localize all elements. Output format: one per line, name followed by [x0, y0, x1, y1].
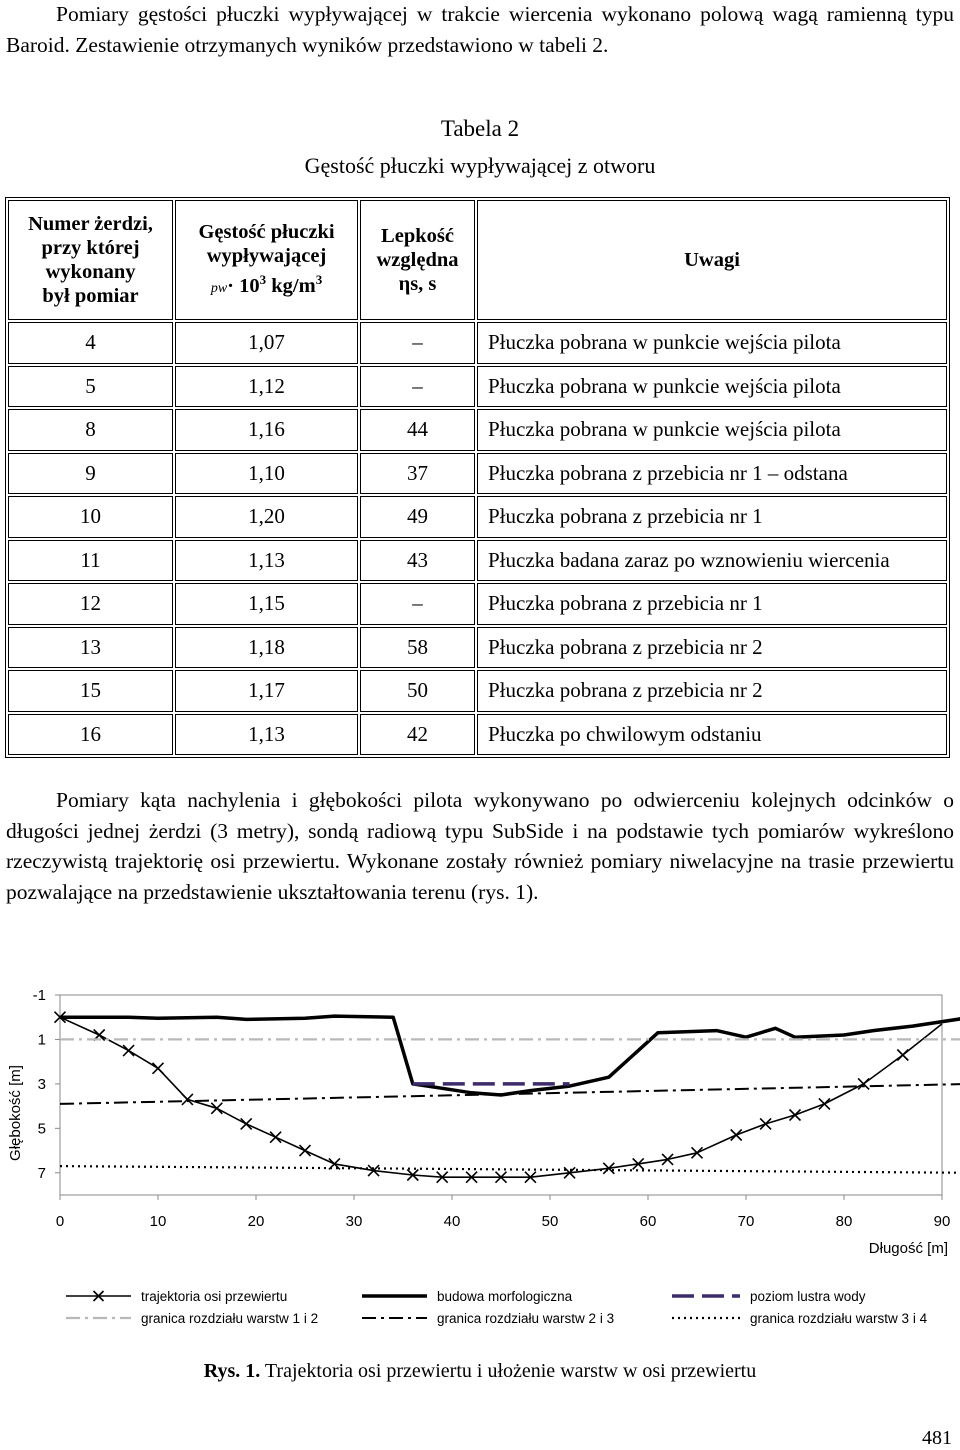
legend-label-1: trajektoria osi przewiertu [141, 1289, 288, 1304]
table-row [8, 714, 947, 756]
cell-rod-number: 4 [8, 322, 173, 364]
series-line-6 [60, 1166, 960, 1173]
cell-notes: Płuczka pobrana z przebicia nr 1 [477, 583, 947, 625]
cell-rod-number: 16 [8, 714, 173, 756]
cell-density: 1,17 [175, 670, 358, 712]
y-tick-label: 1 [37, 1031, 46, 1049]
cell-viscosity: – [360, 583, 475, 625]
legend-label-4: granica rozdziału warstw 1 i 2 [141, 1311, 319, 1326]
cell-viscosity: – [360, 366, 475, 408]
cell-viscosity: 37 [360, 453, 475, 495]
table-row [8, 627, 947, 669]
second-paragraph [6, 785, 954, 907]
x-tick-label: 10 [149, 1213, 167, 1230]
table-header-row [8, 200, 947, 320]
trajectory-chart [0, 975, 960, 1345]
x-axis-label: Długość [m] [868, 1240, 948, 1257]
cell-density: 1,16 [175, 409, 358, 451]
table-row [8, 670, 947, 712]
x-tick-label: 30 [345, 1213, 363, 1230]
table-row [8, 409, 947, 451]
x-tick-label: 70 [737, 1213, 755, 1230]
cell-viscosity: 42 [360, 714, 475, 756]
series-line-1 [60, 1017, 942, 1177]
legend-label-5: granica rozdziału warstw 2 i 3 [437, 1311, 615, 1326]
second-paragraph-text: Pomiary kąta nachylenia i głębokości pilota wykonywano po odwierceniu kolejnych odcinków o długości jednej żerdzi (3 metry), sondą radiową typu SubSide i na podstawie tych pomiarów wykreślono rzeczywistą trajektorię osi przewiertu. Wykonane zostały również pomiary niwelacyjne na trasie przewiertu pozwalające na przedstawienie ukształtowania terenu (rys. 1). [6, 788, 954, 904]
table-row [8, 496, 947, 538]
density-table [5, 197, 950, 758]
header-rod-line: przy której [41, 237, 140, 259]
cell-viscosity: 44 [360, 409, 475, 451]
cell-rod-number: 8 [8, 409, 173, 451]
intro-paragraph [6, 0, 954, 60]
cell-viscosity: 49 [360, 496, 475, 538]
header-density-line: wypływającej [206, 244, 327, 267]
cell-notes: Płuczka pobrana z przebicia nr 1 [477, 496, 947, 538]
cell-density: 1,12 [175, 366, 358, 408]
cell-rod-number: 11 [8, 540, 173, 582]
cell-density: 1,20 [175, 496, 358, 538]
table-body [8, 322, 947, 755]
cell-rod-number: 10 [8, 496, 173, 538]
x-tick-label: 40 [443, 1213, 461, 1230]
cell-rod-number: 13 [8, 627, 173, 669]
x-tick-label: 90 [933, 1213, 951, 1230]
table-row [8, 583, 947, 625]
table-title: Gęstość płuczki wypływającej z otworu [304, 153, 656, 178]
cell-notes: Płuczka pobrana w punkcie wejścia pilota [477, 409, 947, 451]
header-viscosity-line: względna [376, 249, 459, 271]
cell-density: 1,18 [175, 627, 358, 669]
cell-density: 1,13 [175, 540, 358, 582]
table-row [8, 453, 947, 495]
cell-density: 1,13 [175, 714, 358, 756]
y-tick-label: 7 [37, 1164, 46, 1182]
header-viscosity-line: Lepkość [381, 225, 454, 247]
cell-rod-number: 15 [8, 670, 173, 712]
cell-rod-number: 9 [8, 453, 173, 495]
header-viscosity [360, 200, 475, 320]
x-tick-label: 50 [541, 1213, 559, 1230]
x-tick-label: 80 [835, 1213, 853, 1230]
intro-paragraph-text: Pomiary gęstości płuczki wypływającej w trakcie wiercenia wykonano polową wagą ramienną typu Baroid. Zestawienie otrzymanych wyników przedstawiono w tabeli 2. [6, 2, 954, 57]
cell-notes: Płuczka pobrana w punkcie wejścia pilota [477, 322, 947, 364]
density-symbol: pw [210, 280, 228, 296]
cell-density: 1,07 [175, 322, 358, 364]
table-row [8, 540, 947, 582]
figure-caption-text: Trajektoria osi przewiertu i ułożenie warstw w osi przewiertu [260, 1360, 757, 1382]
cell-notes: Płuczka badana zaraz po wznowieniu wiercenia [477, 540, 947, 582]
y-tick-label: 3 [37, 1075, 46, 1093]
header-density [175, 200, 358, 320]
header-viscosity-line: ηs, s [398, 273, 437, 295]
cell-notes: Płuczka pobrana w punkcie wejścia pilota [477, 366, 947, 408]
y-tick-label: 5 [37, 1120, 46, 1138]
table-row [8, 322, 947, 364]
chart-series [55, 1012, 960, 1183]
unit-prefix: · 10 [227, 274, 260, 297]
cell-viscosity: 50 [360, 670, 475, 712]
header-rod-line: był pomiar [42, 285, 139, 307]
y-axis-label: Głębokość [m] [7, 1065, 24, 1161]
unit-suffix: kg/m [266, 274, 316, 297]
header-density-line: Gęstość płuczki [198, 220, 335, 243]
legend-label-2: budowa morfologiczna [437, 1289, 573, 1304]
unit-exponent: 3 [259, 271, 267, 287]
chart-legend [66, 1289, 928, 1326]
y-tick-label: -1 [32, 987, 46, 1004]
unit-exponent: 3 [315, 271, 323, 287]
header-rod-line: Numer żerdzi, [28, 213, 153, 235]
header-rod-line: wykonany [45, 261, 136, 283]
header-density-unit [176, 268, 357, 301]
cell-viscosity: 58 [360, 627, 475, 669]
x-tick-label: 0 [55, 1213, 65, 1230]
legend-label-3: poziom lustra wody [750, 1289, 866, 1304]
cell-viscosity: – [360, 322, 475, 364]
cell-notes: Płuczka pobrana z przebicia nr 2 [477, 627, 947, 669]
table-row [8, 366, 947, 408]
cell-notes: Płuczka pobrana z przebicia nr 1 – odstana [477, 453, 947, 495]
cell-notes: Płuczka po chwilowym odstaniu [477, 714, 947, 756]
header-notes: Uwagi [477, 200, 947, 320]
figure-caption [0, 1360, 960, 1383]
cell-rod-number: 12 [8, 583, 173, 625]
cell-notes: Płuczka pobrana z przebicia nr 2 [477, 670, 947, 712]
chart-axes [7, 987, 950, 1257]
table-label: Tabela 2 [440, 116, 520, 141]
x-tick-label: 20 [247, 1213, 265, 1230]
header-rod-number [8, 200, 173, 320]
figure-caption-label: Rys. 1. [203, 1360, 261, 1382]
cell-viscosity: 43 [360, 540, 475, 582]
x-tick-label: 60 [639, 1213, 657, 1230]
legend-label-6: granica rozdziału warstw 3 i 4 [750, 1311, 928, 1326]
cell-rod-number: 5 [8, 366, 173, 408]
page-number: 481 [922, 1427, 952, 1449]
cell-density: 1,15 [175, 583, 358, 625]
cell-density: 1,10 [175, 453, 358, 495]
